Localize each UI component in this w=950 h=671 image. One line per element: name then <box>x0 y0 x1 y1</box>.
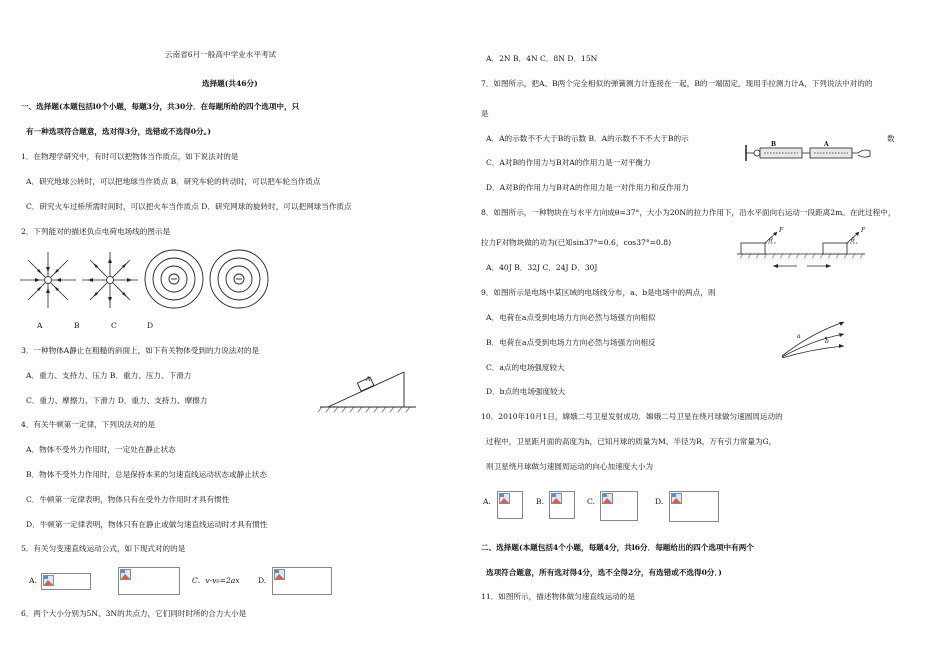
figure-label-d: D <box>147 321 154 330</box>
question-9-option-a: A．电荷在a点受到电场力方向必然与场强方向相似 <box>486 313 656 322</box>
question-9-option-b: B．电荷在a点受到电场力方向必然与场强方向相反 <box>486 338 656 347</box>
question-7: 7．如图所示，把A、B两个完全相似的弹簧测力计连接在一起，B的一端固定，现用手拉测力计A，下列说法中对的的 <box>481 79 873 88</box>
question-5-option-c: C．v-v₀=2ax <box>192 576 240 585</box>
question-5: 5．有关匀变速直线运动公式，如下现式对的的是 <box>21 544 186 553</box>
question-1: 1．在物理学研究中，有时可以把物体当作质点，如下说法对的是 <box>21 152 239 161</box>
figure-label-a: A <box>37 321 43 330</box>
question-4-option-b: B．物体不受外力作用时，总是保持本来的匀速直线运动状态或静止状态 <box>26 470 267 479</box>
formula-image-a <box>41 573 91 590</box>
question-10-option-b-label: B. <box>536 497 544 506</box>
spring-scales-figure <box>744 142 872 164</box>
question-2: 2．下列能对的描述负点电荷电场线的图示是 <box>21 227 171 236</box>
question-3-options-cd: C．重力、摩擦力、下滑力 D．重力、支持力、摩擦力 <box>26 396 208 405</box>
field-line-figure-c <box>143 248 205 310</box>
question-10-option-a-label: A. <box>483 497 491 506</box>
question-10-option-d-label: D. <box>655 497 664 506</box>
angle-label-right: θ <box>851 237 855 244</box>
question-4-option-d: D．牛顿第一定律表明，物体只有在静止或做匀速直线运动时才具有惯性 <box>26 520 268 529</box>
field-line-figure-a <box>18 250 78 310</box>
question-3-options-ab: A．重力、支持力、压力 B．重力、压力、下滑力 <box>26 371 192 380</box>
section1-instructions-line2: 有一种选项符合题意，选对得3分，选错或不选得0分。) <box>26 127 212 136</box>
formula-image-b <box>118 567 180 595</box>
incline-block-label: A <box>366 376 371 383</box>
question-9-option-d: D．b点的电场强度较大 <box>486 387 566 396</box>
answer-image-c <box>600 491 638 521</box>
figure-label-b: B <box>74 321 80 330</box>
spring-scale-a-label: A <box>824 141 829 148</box>
question-4: 4．有关牛顿第一定律，下列说法对的是 <box>21 420 155 429</box>
electric-field-figure <box>780 316 846 358</box>
question-8-options: A．40J B．32J C．24J D．30J <box>486 263 598 272</box>
block-pull-figure <box>737 226 865 272</box>
section1-instructions-line1: 一、选择题(本题包括l0个小题，每题3分，共30分．在每题所给的四个选项中，只 <box>21 102 300 111</box>
question-4-option-c: C．牛顿第一定律表明，物体只有在受外力作用时才具有惯性 <box>26 495 230 504</box>
question-7-continued: 是 <box>481 109 489 118</box>
question-10-line3: 则卫星绕月球做匀速圆周运动的向心加速度大小为 <box>486 462 654 471</box>
question-1-options-cd: C．研究火车过桥所需时间时，可以把火车当作质点 D．研究网球的旋转时，可以把网球当作质点 <box>26 202 352 211</box>
question-7-option-c: C．A对B的作用力与B对A的作用力是一对平衡力 <box>486 158 651 167</box>
question-1-options-ab: A．研究地球公转时，可以把地球当作质点 B．研究车轮的转动时，可以把车轮当作质点 <box>26 177 321 186</box>
question-3: 3．一种物体A静止在粗糙的斜面上，如下有关物体受到的力说法对的是 <box>21 346 260 355</box>
field-point-a-label: a <box>797 333 801 340</box>
broken-image-icon <box>671 493 682 504</box>
broken-image-icon <box>274 569 285 580</box>
field-point-b-label: b <box>825 338 829 345</box>
question-10: 10．2010年10月1日，嫦娥二号卫星发射成功．嫦娥二号卫星在绕月球做匀速圆周运动的 <box>481 412 783 421</box>
angle-label-left: θ <box>769 237 773 244</box>
question-9: 9．如图所示是电场中某区域的电场线分布，a、b是电场中的两点，则 <box>481 288 716 297</box>
question-5-option-a-label: A. <box>29 576 37 585</box>
page-title: 云南省6月一般高中学业水平考试 <box>165 50 277 59</box>
spring-scale-b-label: B <box>771 141 777 148</box>
section2-instructions-line2: 选项符合题意，所有选对得4分，选不全得2分，有选错或不选得0分．) <box>486 568 722 577</box>
field-line-figure-b <box>80 250 140 310</box>
broken-image-icon <box>43 575 54 586</box>
figure-label-c: C <box>111 321 117 330</box>
incline-figure <box>318 367 418 413</box>
question-8-continued: 拉力F对物块做的功为(已知sin37°=0.6，cos37°=0.8) <box>481 238 672 247</box>
formula-image-d <box>272 567 332 595</box>
answer-image-a <box>497 491 523 519</box>
broken-image-icon <box>551 493 562 504</box>
question-10-option-c-label: C. <box>587 497 595 506</box>
question-11: 11．如图所示，描述物体做匀速直线运动的是 <box>481 592 635 601</box>
section2-instructions-line1: 二、选择题(本题包括4个小题，每题4分，共l6分．每题给出的四个选项中有两个 <box>481 543 754 552</box>
question-5-option-d-label: D. <box>258 576 267 585</box>
force-label-left: F <box>779 227 784 234</box>
question-6-options: A．2N B．4N C．8N D．15N <box>486 54 598 63</box>
answer-image-b <box>549 491 575 519</box>
section-title: 选择题(共46分) <box>202 79 258 88</box>
answer-image-d <box>669 491 719 522</box>
question-7-option-d: D．A对B的作用力与B对A的作用力是一对作用力和反作用力 <box>486 183 689 192</box>
broken-image-icon <box>120 569 131 580</box>
question-6: 6．两个大小分别为5N、3N的共点力，它们同时时所的合力大小是 <box>21 609 247 618</box>
field-line-figure-d <box>208 248 270 310</box>
question-9-option-c: C．a点的电场强度较大 <box>486 363 565 372</box>
question-7-option-ab-end: 数 <box>887 134 895 143</box>
question-10-line2: 过程中，卫星距月面的高度为h，已知月球的质量为M、半径为R，万有引力常量为G， <box>486 437 777 446</box>
force-label-right: F <box>861 227 866 234</box>
broken-image-icon <box>602 493 613 504</box>
question-4-option-a: A．物体不受外力作用时，一定处在静止状态 <box>26 445 176 454</box>
question-8: 8．如图所示，一种物块在与水平方向成θ=37°，大小为20N的拉力作用下，沿水平面向右运动一段距离2m。在此过程中， <box>481 208 896 217</box>
broken-image-icon <box>499 493 510 504</box>
question-7-option-ab: A．A的示数不不大于B的示数 B．A的示数不不不大于B的示 <box>486 134 689 143</box>
